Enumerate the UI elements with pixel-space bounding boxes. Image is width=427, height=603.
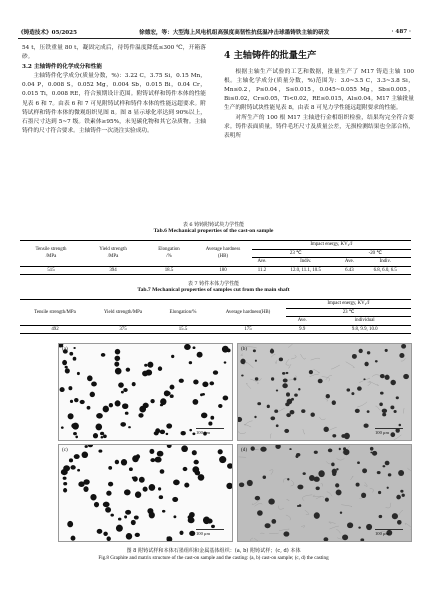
- micrograph-c: [58, 444, 233, 542]
- t7-h-impact: Impact energy, KV₂/J: [286, 300, 411, 309]
- table-cell: 18.5: [144, 266, 194, 275]
- table-cell: 375: [90, 325, 156, 334]
- section-heading-4: 4 主轴铸件的批量生产: [224, 50, 317, 61]
- scale-bar: 100 μm: [196, 531, 211, 536]
- paragraph: 根据主轴生产试验的工艺和数据，批量生产了 M17 铸造主轴 100 根。主轴化学成分(质量分数，%)范围为：3.0~3.5 C，3.3~3.8 Si，Mn≤0.2，P≤0.04，S≤0.015，0.045~0.055 Mg，Sb≤0.005，Bi≤0.02，Cr≤0.05，Ti<0.02，RE≤0.015，Al≤0.04。M17 主轴批量生产的附铸试块性能见表 8，由表 8 可见力学性能远超附要求的性能。: [224, 69, 414, 112]
- t7-h-yield: Yield strength/MPa: [90, 300, 156, 326]
- figure8-caption-en: Fig.8 Graphite and matrix structure of the cast-on sample and the casting: (a, b) cast-on sample; (c, d) the casting: [98, 555, 329, 561]
- table6: Tensile strength /MPa Yield strength /MPa Elongation /% Average hardness (HB) Impact energy, KV₂/J 23 ℃ -20 ℃ Ave. Indiv. Ave. Indiv. 515 394 18.5 180 11.2 12.0, 11.1, 10.5 6.43 6.8, 6.0, 6.5: [20, 240, 411, 275]
- t6-h-indiv: Indiv.: [359, 258, 411, 267]
- paragraph: 主轴铸件化学成分(质量分数，%)：3.22 C，3.75 Si，0.15 Mn，0.04 P，0.008 S，0.052 Mg，0.004 Sb，0.015 Bi，0.04 Cr，0.015 Ti，0.008 RE，符合预期设计范围。附铸试样和铸件本体的性能见表 6 和 7。由表 6 和 7 可见附铸试样和铸件本体的性能远超要求。附铸试样和铸件本体的微观组织见图 8。图 8 显示球化率达到 90%以上，石墨尺寸达到 5~7 级。铁素体≥95%，未见碳化物和其它杂质物。主轴铸件的尺寸符合要求。主轴铸件一次浇注实验成功。: [22, 73, 206, 134]
- table7-caption-cn: 表 7 铸件本体力学性能: [187, 281, 240, 287]
- panel-label: (b): [241, 346, 248, 352]
- micrograph-a: [58, 343, 233, 441]
- table-cell: 12.0, 11.1, 10.5: [272, 266, 339, 275]
- scale-bar: 100 μm: [375, 531, 390, 536]
- figure8-caption-cn: 图 8 附铸试样和本体石墨组织和金属基体组织：(a, b) 附铸试样；(c, d) 本体: [126, 548, 301, 554]
- micrograph-d: [237, 444, 412, 542]
- micrograph-a-image: [59, 344, 232, 440]
- right-column: [224, 44, 414, 141]
- t6-h-impact: Impact energy, KV₂/J: [252, 241, 411, 250]
- table-cell: 6.43: [339, 266, 359, 275]
- table7-caption-en: Tab.7 Mechanical properties of samples cut from the main shaft: [137, 287, 290, 293]
- table-cell: 6.8, 6.0, 6.5: [359, 266, 411, 275]
- table6-caption-en: Tab.6 Mechanical properties of the cast-on sample: [153, 228, 274, 234]
- table6-caption: [0, 221, 427, 234]
- table-cell: 180: [194, 266, 252, 275]
- panel-label: (a): [62, 346, 68, 352]
- t6-h-ave: Ave.: [252, 258, 272, 267]
- figure8-caption: [0, 548, 427, 562]
- t7-h-hard: Average hardness(HB): [210, 300, 286, 326]
- t6-h-23: 23 ℃: [252, 249, 339, 258]
- journal-name: 《铸造技术》05/2025: [18, 30, 77, 36]
- t6-h-elong: Elongation: [158, 246, 180, 252]
- running-header: [18, 26, 411, 39]
- t7-h-ave: Ave.: [286, 317, 318, 326]
- table-cell: 492: [20, 325, 90, 334]
- table-cell: 515: [20, 266, 82, 275]
- t7-h-indiv: individual: [318, 317, 411, 326]
- t7-h-tensile: Tensile strength/MPa: [20, 300, 90, 326]
- micrograph-b-image: [238, 344, 411, 440]
- left-column: [22, 44, 206, 136]
- paragraph: 54 t，压铁重量 80 t，凝固完成后，待铸件温度降低≤300 ℃，开箱落砂。: [22, 45, 206, 61]
- t6-h-tensile: Tensile strength: [35, 246, 67, 252]
- table-row: [20, 325, 411, 334]
- table-row: [20, 266, 411, 275]
- table-cell: 9.9: [286, 325, 318, 334]
- t6-h-ave: Ave.: [339, 258, 359, 267]
- scale-bar: 100 μm: [196, 430, 211, 435]
- scale-bar: 100 μm: [375, 430, 390, 435]
- table7: [20, 299, 411, 334]
- panel-label: (c): [62, 447, 68, 453]
- table-cell: 11.2: [252, 266, 272, 275]
- t6-h-m20: -20 ℃: [339, 249, 411, 258]
- t7-h-elong: Elongation/%: [156, 300, 210, 326]
- table-cell: 9.8, 9.9, 10.0: [318, 325, 411, 334]
- micrograph-c-image: [59, 445, 232, 541]
- article-running-title: 徐德宏，等：大型海上风电机组高强度高韧性抗低温冲击球墨铸铁主轴的研发: [139, 30, 330, 36]
- micrograph-d-image: [238, 445, 411, 541]
- panel-label: (d): [241, 447, 248, 453]
- t6-h-hard: Average hardness: [205, 246, 241, 252]
- t6-h-indiv: Indiv.: [272, 258, 339, 267]
- table-cell: 175: [210, 325, 286, 334]
- table-cell: 15.5: [156, 325, 210, 334]
- t7-h-23: 23 ℃: [286, 308, 411, 317]
- table6-caption-cn: 表 6 铸铸附铸试块力学性能: [182, 222, 245, 228]
- section-heading-3-2: 3.2 主轴铸件的化学成分和性能: [22, 64, 103, 71]
- page-number: · 487 ·: [391, 29, 411, 35]
- t6-h-yield: Yield strength: [99, 246, 127, 252]
- table-cell: 394: [82, 266, 144, 275]
- micrograph-b: [237, 343, 412, 441]
- paragraph: 对所生产的 100 根 M17 主轴进行金相组织检验，结果均完全符合要求。铸件表面质量，铸件毛坯尺寸及质量公差，无损检测结果也全部合格，表明所: [224, 114, 414, 139]
- table7-caption: [0, 280, 427, 293]
